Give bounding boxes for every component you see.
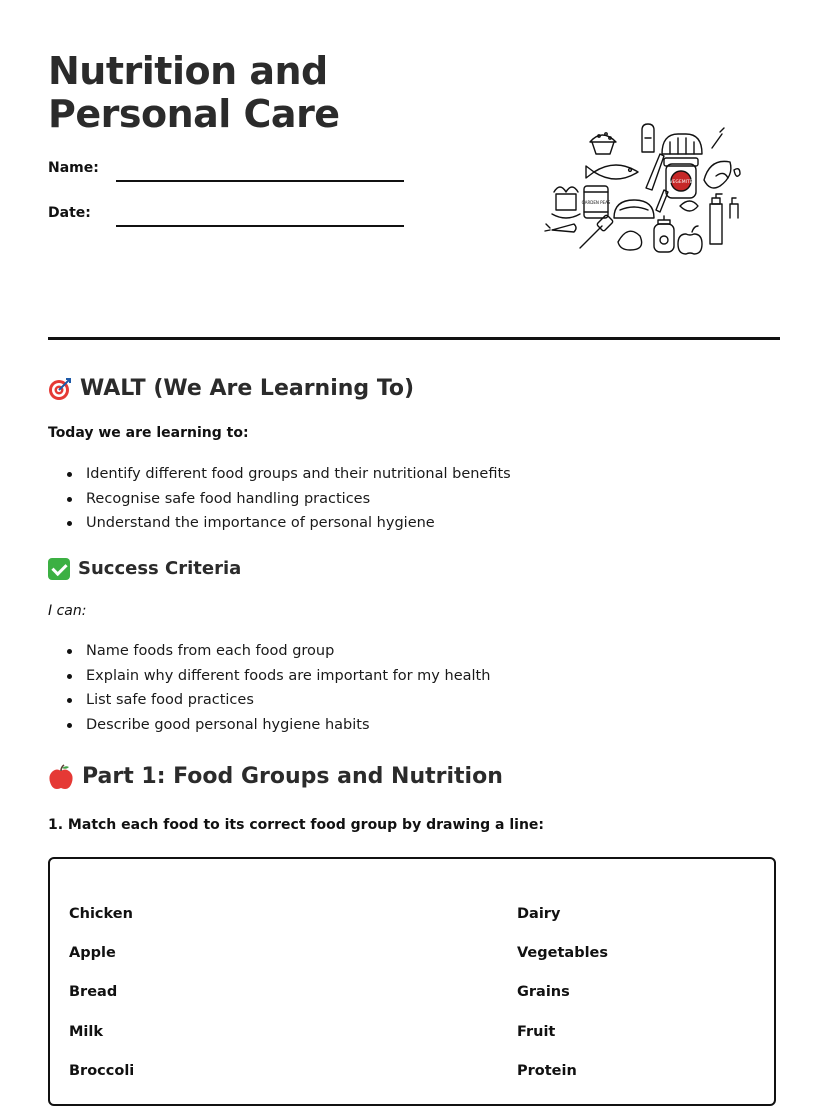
tin-label: GARDEN PEAS	[581, 200, 611, 205]
food-and-hygiene-doodle-icon	[544, 118, 744, 258]
match-question: 1. Match each food to its correct food group by drawing a line:	[48, 817, 545, 833]
food-group-item[interactable]: Dairy	[517, 906, 561, 922]
list-item: List safe food practices	[86, 688, 490, 713]
date-field[interactable]	[48, 203, 408, 229]
walt-heading	[48, 374, 414, 404]
list-item: Identify different food groups and their nutritional benefits	[86, 462, 511, 487]
food-item[interactable]: Broccoli	[69, 1062, 135, 1079]
name-field[interactable]	[48, 158, 408, 184]
list-item: Name foods from each food group	[86, 639, 490, 664]
name-label: Name:	[48, 160, 99, 176]
food-group-column	[517, 895, 608, 1091]
list-item: Describe good personal hygiene habits	[86, 713, 490, 738]
food-item[interactable]: Apple	[69, 945, 116, 962]
food-item[interactable]: Bread	[69, 984, 118, 1001]
walt-intro: Today we are learning to:	[48, 425, 249, 441]
date-label: Date:	[48, 205, 91, 221]
target-icon	[48, 377, 72, 401]
worksheet-page	[48, 0, 780, 1118]
food-group-item[interactable]: Vegetables	[517, 945, 609, 962]
name-line[interactable]	[116, 180, 404, 182]
food-column	[69, 895, 134, 1091]
page-title: Nutrition and Personal Care	[48, 49, 340, 136]
walt-heading-text: WALT (We Are Learning To)	[80, 376, 415, 401]
food-group-item[interactable]: Grains	[517, 984, 570, 1001]
success-criteria-heading-text: Success Criteria	[78, 558, 242, 579]
matching-box[interactable]	[48, 857, 776, 1106]
success-list	[48, 639, 490, 737]
walt-list	[48, 462, 511, 536]
date-line[interactable]	[116, 225, 404, 227]
success-criteria-heading	[48, 556, 241, 582]
part1-heading-text: Part 1: Food Groups and Nutrition	[82, 764, 503, 789]
list-item: Understand the importance of personal hygiene	[86, 511, 511, 536]
success-intro: I can:	[48, 603, 87, 619]
list-item: Recognise safe food handling practices	[86, 487, 511, 512]
food-item[interactable]: Chicken	[69, 906, 133, 922]
apple-icon	[48, 764, 74, 790]
food-group-item[interactable]: Fruit	[517, 1023, 556, 1040]
header-divider	[48, 337, 780, 340]
check-icon	[48, 558, 70, 580]
part1-heading	[48, 762, 503, 792]
food-group-item[interactable]: Protein	[517, 1062, 577, 1079]
jar-label: VEGEMITE	[669, 180, 693, 185]
food-item[interactable]: Milk	[69, 1023, 104, 1040]
list-item: Explain why different foods are important for my health	[86, 664, 490, 689]
